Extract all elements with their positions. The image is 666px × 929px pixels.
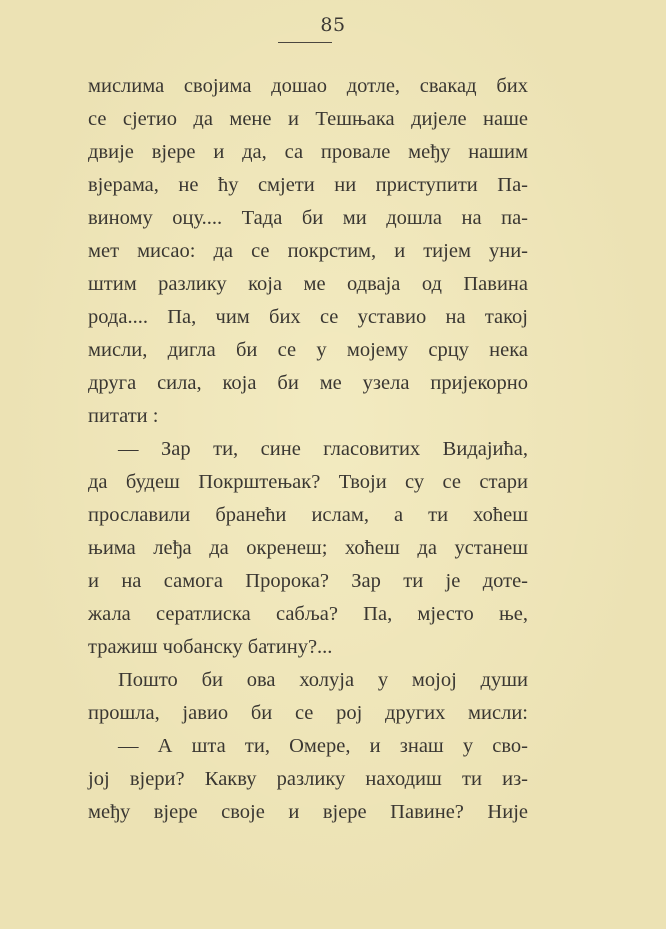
- page-number-rule: [278, 42, 332, 43]
- text-line: — А шта ти, Омере, и знаш у сво-: [118, 735, 528, 757]
- text-line: рода.... Па, чим бих се уставио на такој: [88, 306, 528, 328]
- text-line: двије вјере и да, са провале међу нашим: [88, 141, 528, 163]
- text-line: се сјетио да мене и Тешњака дијеле наше: [88, 108, 528, 130]
- text-line: мислима својима дошао дотле, свакад бих: [88, 75, 528, 97]
- page-number: 85: [320, 14, 346, 36]
- text-line: међу вјере своје и вјере Павине? Није: [88, 801, 528, 823]
- text-line: и на самога Пророка? Зар ти је доте-: [88, 570, 528, 592]
- text-line: мет мисао: да се покрстим, и тијем уни-: [88, 240, 528, 262]
- text-line: виному оцу.... Тада би ми дошла на па-: [88, 207, 528, 229]
- body-text: [88, 70, 528, 829]
- text-line: вјерама, не ћу смјети ни приступити Па-: [88, 174, 528, 196]
- text-line: штим разлику која ме одваја од Павина: [88, 273, 528, 295]
- text-line: питати :: [88, 405, 159, 427]
- text-line: јој вјери? Какву разлику находиш ти из-: [88, 768, 528, 790]
- text-line: мисли, дигла би се у мојему срцу нека: [88, 339, 528, 361]
- text-line: — Зар ти, сине гласовитих Видајића,: [118, 438, 528, 460]
- text-line: прошла, јавио би се рој других мисли:: [88, 702, 528, 724]
- text-line: прославили бранећи ислам, а ти хоћеш: [88, 504, 528, 526]
- text-line: њима леђа да окренеш; хоћеш да устанеш: [88, 537, 528, 559]
- text-line: Пошто би ова холуја у мојој души: [118, 669, 528, 691]
- text-line: друга сила, која би ме узела пријекорно: [88, 372, 528, 394]
- text-line: да будеш Покрштењак? Твоји су се стари: [88, 471, 528, 493]
- text-line: тражиш чобанску батину?...: [88, 636, 333, 658]
- text-line: жала сератлиска сабља? Па, мјесто ње,: [88, 603, 528, 625]
